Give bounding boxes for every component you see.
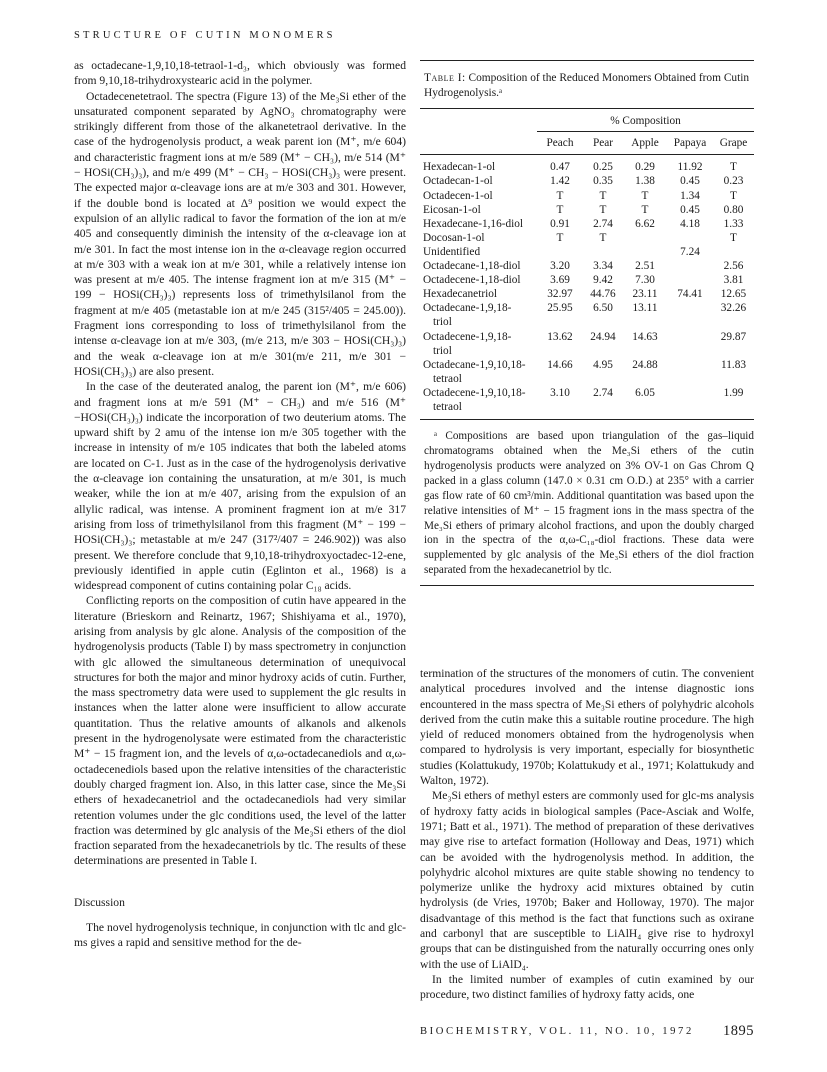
- cell-value: [623, 231, 667, 245]
- table-row: [420, 160, 754, 174]
- cell-value: 0.23: [723, 175, 744, 188]
- cell-value: [667, 330, 713, 358]
- column-header: Peach: [546, 137, 574, 150]
- cell-value: T: [730, 231, 737, 244]
- cell-value: T: [556, 231, 564, 244]
- right-column-bottom: [420, 666, 754, 1003]
- cell-value: T: [641, 189, 649, 202]
- table-1: [420, 60, 754, 586]
- cell-value: T: [730, 161, 737, 174]
- cell-value: T: [556, 189, 564, 202]
- cell-value: 14.63: [632, 330, 658, 343]
- cell-value: 23.11: [632, 288, 658, 301]
- cell-value: 3.10: [550, 386, 570, 399]
- cell-value: 14.66: [547, 358, 573, 371]
- compound-name: [420, 245, 537, 259]
- table-row: [420, 203, 754, 217]
- compound-name-line: Octadecene-1,18-diol: [423, 274, 521, 287]
- cell-value: 1.38: [635, 175, 655, 188]
- column-header: Pear: [592, 137, 614, 150]
- paragraph: In the limited number of examples of cutin examined by our procedure, two distinct families of hydroxy fatty acids, one: [420, 972, 754, 1002]
- compound-name-line: Hexadecanetriol: [423, 288, 498, 301]
- cell-value: 32.26: [720, 302, 747, 315]
- cell-value: [583, 245, 623, 259]
- compound-name-line: Docosan-1-ol: [423, 231, 485, 244]
- cell-value: 7.30: [635, 274, 655, 287]
- cell-value: [667, 358, 713, 386]
- cell-value: [623, 245, 667, 259]
- cell-value: [667, 386, 713, 414]
- compound-name: [420, 174, 537, 188]
- cell-value: 2.74: [593, 386, 613, 399]
- compound-name: [420, 259, 537, 273]
- compound-name-line: Eicosan-1-ol: [423, 203, 481, 216]
- compound-name-line: triol: [433, 316, 452, 329]
- cell-value: 44.76: [590, 288, 616, 301]
- cell-value: T: [556, 203, 564, 216]
- cell-value: 3.34: [593, 260, 613, 273]
- cell-value: 0.29: [635, 161, 655, 174]
- cell-value: 7.24: [680, 245, 700, 258]
- table-row: [420, 231, 754, 245]
- table-row: [420, 273, 754, 287]
- cell-value: 24.94: [590, 330, 616, 343]
- cell-value: [667, 273, 713, 287]
- cell-value: 0.91: [550, 217, 570, 230]
- compound-name-line: Hexadecan-1-ol: [423, 161, 496, 174]
- table-row: [420, 386, 754, 414]
- cell-value: 3.81: [723, 274, 744, 287]
- cell-value: T: [599, 203, 607, 216]
- cell-value: T: [641, 203, 649, 216]
- compound-name: [420, 160, 537, 174]
- table-row: [420, 174, 754, 188]
- page-number: 1895: [723, 1023, 754, 1039]
- column-header: Apple: [631, 137, 659, 150]
- cell-value: [537, 245, 583, 259]
- compound-name-line: Octadecane-1,9,18-: [423, 302, 512, 315]
- compound-name: [420, 231, 537, 245]
- table-row: [420, 358, 754, 386]
- compound-name-line: Octadecen-1-ol: [423, 189, 493, 202]
- cell-value: 0.47: [550, 161, 570, 174]
- cell-value: 6.05: [635, 386, 655, 399]
- cell-value: [667, 259, 713, 273]
- compound-name: [420, 189, 537, 203]
- column-header-row: [420, 132, 754, 155]
- compound-name-line: Octadecane-1,9,10,18-: [423, 358, 526, 371]
- compound-name-line: Octadecane-1,18-diol: [423, 260, 521, 273]
- left-column: [74, 58, 406, 951]
- paragraph: termination of the structures of the monomers of cutin. The convenient analytical procedures involved and the intense diagnostic ions encountered in the mass spectra of Me₃Si ethers of polyhydric alcohols derived from the cutin make this a suitable routine procedure. The high yield of reduced monomers obtained from the hydrogenolysis when compared to hydrolysis is very important, especially for biosynthetic studies (Kolattukudy, 1970b; Kolattukudy et al., 1971; Kolattukudy and Walton, 1972).: [420, 667, 754, 788]
- column-header: Papaya: [673, 137, 707, 150]
- compound-name-line: Octadecene-1,9,18-: [423, 330, 512, 343]
- cell-value: 0.45: [680, 203, 700, 216]
- table-footnote: ᵃ Compositions are based upon triangulation of the gas–liquid chromatograms obtained when the Me₃Si ethers of the cutin hydrogenolysis products were analyzed on 3% OV-1 on Gas Chrom Q packed in a glass column (147.0 × 0.31 cm O.D.) at 235° with a carrier gas flow rate of 60 cm³/min. Additional quantitation was based upon the relative intensities of M⁺ − 15 fragment ions in the mass spectra of the Me₃Si ethers of primary alcohol fractions, and upon the doubly charged ion in the spectra of the α,ω-C₁₈-diol fractions. These data were supplemented by glc analysis of the Me₃Si ethers of the diol fraction separated from the hexadecanetriol by tlc.: [424, 430, 754, 577]
- cell-value: 6.50: [593, 302, 613, 315]
- table-label: Table I:: [424, 72, 466, 84]
- cell-value: 12.65: [720, 288, 747, 301]
- paragraph: In the case of the deuterated analog, the parent ion (M⁺, m/e 606) and fragment ions at m/e 591 (M⁺ − CH₃) and m/e 516 (M⁺ −HOSi(CH₃)₃) indicate the incorporation of two deuterium atoms. The upward shift by 2 amu of the intense ion m/e 305 together with the increase in intensity of m/e 105 indicates that both the labeled atoms are located on C-1. Just as in the case of the hydrogenolysis derivative the α-cleavage ion containing the unsaturation, at m/e 301, is much weaker, while the ion at m/e 407, arising from the expulsion of an allylic radical, was intense. A prominent fragment ion at m/e 317 arising from loss of trimethylsilanol from this fragment (M⁺ − 199 − HOSi(CH₃)₃; metastable at m/e 247 (317²/407 = 246.902)) was also present. We therefore conclude that 9,10,18-trihydroxyoctadec-12-ene, previously identified in apple cutin (Eglinton et al., 1968) is a widespread component of cutins containing polar C₁₈ acids.: [74, 380, 406, 593]
- table-top-rule: [420, 60, 754, 61]
- compound-name: [420, 287, 537, 301]
- table-row: [420, 245, 754, 259]
- table-caption: [424, 71, 754, 100]
- cell-value: 13.11: [632, 302, 658, 315]
- cell-value: 0.25: [593, 161, 613, 174]
- table-row: [420, 259, 754, 273]
- composition-table: [420, 109, 754, 414]
- cell-value: [713, 245, 754, 259]
- cell-value: 1.34: [680, 189, 700, 202]
- compound-name: [420, 330, 537, 358]
- cell-value: 2.51: [635, 260, 655, 273]
- table-row: [420, 330, 754, 358]
- compound-name-line: Hexadecane-1,16-diol: [423, 217, 524, 230]
- cell-value: T: [599, 189, 607, 202]
- table-footnote-rule: [420, 419, 754, 420]
- cell-value: 74.41: [677, 288, 703, 301]
- cell-value: T: [599, 231, 607, 244]
- cell-value: 1.99: [723, 386, 744, 399]
- cell-value: 4.18: [680, 217, 700, 230]
- cell-value: T: [730, 189, 737, 202]
- running-head: STRUCTURE OF CUTIN MONOMERS: [74, 30, 336, 41]
- compound-name: [420, 386, 537, 414]
- compound-name-line: Octadecene-1,9,10,18-: [423, 386, 526, 399]
- cell-value: 0.45: [680, 175, 700, 188]
- paragraph: Octadecenetetraol. The spectra (Figure 13) of the Me₃Si ether of the unsaturated component separated by AgNO₃ chromatography were strikingly different from those of the alkanetetraol derivative. In the case of the hydrogenolysis product, a weak parent ion (M⁺, m/e 604) and characteristic fragment ions at m/e 589 (M⁺ − CH₃), m/e 514 (M⁺ − HOSi(CH₃)₃), and m/e 499 (M⁺ − CH₃ − HOSi(CH₃)₃ were present. The expected major α-cleavage ions are at m/e 303 and 301. However, if the double bond is located at Δ⁹ position we would expect the expulsion of an allylic radical to favor the formation of the ion at m/e 405 and consequently diminish the intensity of the α-cleavage ion at m/e 301. In fact the most intense ion in the α-cleavage region occurred at m/e 303 with a weak ion at m/e 301, while a relatively intense ion was present at m/e 405. The intense fragment ion at m/e 315 (M⁺ − 199 − HOSi(CH₃)₃) represents loss of trimethylsilanol from the fragment at m/e 405 (metastable ion at m/e 245 (315²/405 = 245.00)). Fragment ions corresponding to loss of trimethylsilanol from the intense α-cleavage ion at m/e 303, (m/e 213, m/e 303 − HOSi(CH₃)₃) and the weak α-cleavage ion at m/e 301(m/e 211, m/e 301 − HOSi(CH₃)₃) are also present.: [74, 89, 406, 378]
- compound-name: [420, 301, 537, 329]
- compound-name-line: tetraol: [433, 372, 462, 385]
- cell-value: 13.62: [547, 330, 573, 343]
- cell-value: 29.87: [720, 330, 747, 343]
- discussion-heading: Discussion: [74, 895, 125, 909]
- paragraph: Conflicting reports on the composition of cutin have appeared in the literature (Brieskorn and Reinartz, 1967; Shishiyama et al., 1970), arising from analysis by glc alone. Analysis of the composition of the hydrogenolysis products (Table I) by mass spectrometry in conjunction with glc allowed the simultaneous determination of unequivocal structures for both the major and minor hydroxy acids of cutin. Further, the mass spectrometry data were used to supplement the glc results in instances when the latter alone were insufficient to allow accurate quantitation. Thus the relative amounts of alkanols and alkenols present in the hydrogenolysate were estimated from the characteristic M⁺ − 15 fragment ion, and the levels of α,ω-octadecanediols and α,ω-octadecenediols based upon the relative intensities of the characteristic doubly charged fragment ion. Also, in this latter case, since the Me₃Si ethers of hexadecanetriol and the octadecanediols had very similar retention volumes under the glc conditions used, the level of the latter fraction was determined by glc analysis of the Me₃Si ethers of the diol fraction separated from the hexadecanetriols by tlc. The results of these determinations are presented in Table I.: [74, 594, 406, 868]
- cell-value: 1.42: [550, 175, 570, 188]
- percent-composition-header: % Composition: [537, 109, 754, 132]
- table-bottom-rule: [420, 585, 754, 586]
- column-header: Grape: [719, 137, 748, 150]
- compound-name-line: tetraol: [433, 400, 462, 413]
- compound-name-line: triol: [433, 344, 452, 357]
- cell-value: 6.62: [635, 217, 655, 230]
- cell-value: 11.83: [721, 358, 746, 371]
- cell-value: 2.74: [593, 217, 613, 230]
- compound-name-line: Octadecan-1-ol: [423, 175, 493, 188]
- cell-value: 2.56: [723, 260, 744, 273]
- table-row: [420, 287, 754, 301]
- cell-value: 3.20: [550, 260, 570, 273]
- table-row: [420, 301, 754, 329]
- cell-value: 11.92: [677, 161, 703, 174]
- cell-value: 0.80: [723, 203, 744, 216]
- cell-value: 0.35: [593, 175, 613, 188]
- compound-name: [420, 273, 537, 287]
- journal-citation: BIOCHEMISTRY, VOL. 11, NO. 10, 1972: [420, 1026, 694, 1037]
- cell-value: 4.95: [593, 358, 613, 371]
- paragraph: The novel hydrogenolysis technique, in conjunction with tlc and glc-ms gives a rapid and sensitive method for the de-: [74, 921, 406, 950]
- cell-value: 25.95: [547, 302, 573, 315]
- table-title: Composition of the Reduced Monomers Obtained from Cutin Hydrogenolysis.ᵃ: [424, 72, 750, 99]
- compound-name: [420, 217, 537, 231]
- paragraph: Me₃Si ethers of methyl esters are commonly used for glc-ms analysis of hydroxy fatty acids in biological samples (Pace-Asciak and Wolfe, 1971; Batt et al., 1971). The method of preparation of these derivatives may give rise to artefact formation (Holloway and Deas, 1971) which can be avoided with the hydrogenolysis method. In addition, the polyhydric alcohol mixtures are quite stable showing no tendency to polymerize unlike the hydroxy acid mixtures obtained by cutin hydrolysis (de Vries, 1970b; Baker and Holloway, 1970). The major disadvantage of this method is the fact that functions such as oxirane and carbonyl that are susceptible to LiAlH₄ give rise to hydroxyl groups that can be distinguished from the naturally occurring ones only with the use of LiAlD₄.: [420, 789, 754, 971]
- paragraph: as octadecane-1,9,10,18-tetraol-1-d₃, which obviously was formed from 9,10,18-trihydroxystearic acid in the polymer.: [74, 59, 406, 88]
- cell-value: [667, 231, 713, 245]
- cell-value: 1.33: [723, 217, 744, 230]
- table-row: [420, 217, 754, 231]
- cell-value: 32.97: [547, 288, 573, 301]
- compound-name: [420, 358, 537, 386]
- compound-name-line: Unidentified: [423, 245, 481, 258]
- compound-name: [420, 203, 537, 217]
- cell-value: [667, 301, 713, 329]
- table-row: [420, 189, 754, 203]
- page-footer: [420, 1023, 754, 1039]
- cell-value: 3.69: [550, 274, 570, 287]
- cell-value: 9.42: [593, 274, 613, 287]
- cell-value: 24.88: [632, 358, 658, 371]
